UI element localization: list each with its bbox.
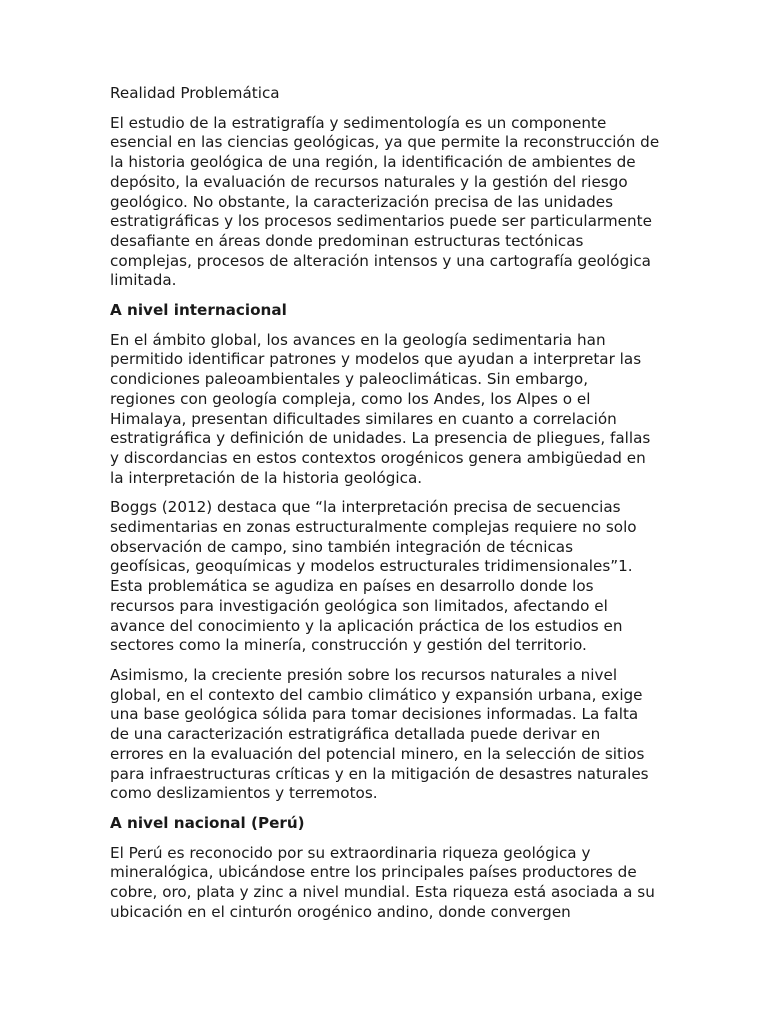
document-title: Realidad Problemática bbox=[110, 84, 280, 102]
intro-paragraph: El estudio de la estratigrafía y sedimentología es un componente esencial en las ciencias geológicas, ya que permite la reconstrucción de la historia geológica de una región, la identificación de ambientes de depósito, la evaluación de recursos naturales y la gestión del riesgo geológico. No obstante, la caracterización precisa de las unidades estratigráficas y los procesos sedimentarios puede ser particularmente desafiante en áreas donde predominan estructuras tectónicas complejas, procesos de alteración intensos y una cartografía geológica limitada. bbox=[110, 113, 660, 290]
heading-international: A nivel internacional bbox=[110, 301, 287, 320]
international-paragraph-3: Asimismo, la creciente presión sobre los recursos naturales a nivel global, en el contexto del cambio climático y expansión urbana, exige una base geológica sólida para tomar decisiones informadas. La falta de una caracterización estratigráfica detallada puede derivar en errores en la evaluación del potencial minero, en la selección de sitios para infraestructuras críticas y en la mitigación de desastres naturales como deslizamientos y terremotos. bbox=[110, 665, 649, 803]
international-paragraph-2: Boggs (2012) destaca que “la interpretación precisa de secuencias sedimentarias en zonas estructuralmente complejas requiere no solo observación de campo, sino también integración de técnicas geofísicas, geoquímicas y modelos estructurales tridimensionales”1. Esta problemática se agudiza en países en desarrollo donde los recursos para investigación geológica son limitados, afectando el avance del conocimiento y la aplicación práctica de los estudios en sectores como la minería, construcción y gestión del territorio. bbox=[110, 498, 637, 655]
document-page bbox=[110, 84, 658, 932]
heading-national: A nivel nacional (Perú) bbox=[110, 813, 305, 832]
international-paragraph-1: En el ámbito global, los avances en la geología sedimentaria han permitido identificar patrones y modelos que ayudan a interpretar las condiciones paleoambientales y paleoclimáticas. Sin embargo, regiones con geología compleja, como los Andes, los Alpes o el Himalaya, presentan dificultades similares en cuanto a correlación estratigráfica y definición de unidades. La presencia de pliegues, fallas y discordancias en estos contextos orogénicos genera ambigüedad en la interpretación de la historia geológica. bbox=[110, 330, 651, 487]
national-paragraph-1: El Perú es reconocido por su extraordinaria riqueza geológica y mineralógica, ubicándose entre los principales países productores de cobre, oro, plata y zinc a nivel mundial. Esta riqueza está asociada a su ubicación en el cinturón orogénico andino, donde convergen bbox=[110, 843, 655, 921]
